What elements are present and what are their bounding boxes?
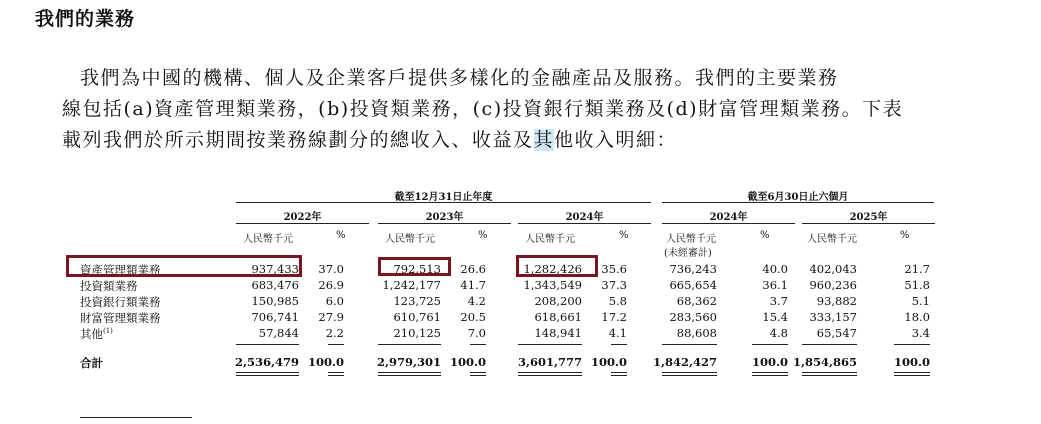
total-value-cell: 2,979,301 [376,355,441,369]
value-cell: 333,157 [809,310,857,324]
value-cell: 792,513 [393,262,441,276]
pct-cell: 15.4 [762,310,788,324]
highlight-box-2023-value [378,257,451,276]
value-cell: 123,725 [393,294,441,308]
total-double-rule [802,372,857,376]
total-pct-cell: 100.0 [751,355,788,369]
pct-cell: 3.7 [769,294,788,308]
pct-cell: 6.0 [325,294,344,308]
pct-cell: 37.0 [318,262,344,276]
pct-cell: 4.2 [467,294,486,308]
pct-cell: 26.9 [318,278,344,292]
subtotal-rule [611,344,627,345]
total-double-rule [611,372,627,376]
year-rule-2024 [518,223,651,224]
pct-cell: 35.6 [601,262,627,276]
value-cell: 706,741 [251,310,299,324]
total-double-rule [662,372,717,376]
value-cell: 402,043 [809,262,857,276]
total-label: 合計 [80,356,103,370]
subtotal-rule [328,344,344,345]
paragraph-line-3-b: 他收入明細： [554,129,678,151]
group-header-half: 截至6月30日止六個月 [747,192,849,203]
unit-label: 人民幣千元 [243,234,293,245]
total-value-cell: 2,536,479 [234,355,299,369]
section-heading: 我們的業務 [35,8,136,30]
paragraph-line-2: 線包括(a)資產管理類業務，(b)投資類業務，(c)投資銀行類業務及(d)財富管理類業務。下表 [62,98,904,120]
year-2022: 2022年 [283,212,322,223]
value-cell: 610,761 [393,310,441,324]
value-cell: 618,661 [534,310,582,324]
year-rule-2024-h1 [662,223,795,224]
value-cell: 736,243 [669,262,717,276]
total-pct-cell: 100.0 [449,355,486,369]
value-cell: 65,547 [816,326,857,340]
pct-cell: 2.2 [325,326,344,340]
pct-cell: 41.7 [460,278,486,292]
pct-label: % [619,230,629,241]
unit-label: 人民幣千元 [385,234,435,245]
value-cell: 93,882 [816,294,857,308]
value-cell: 1,343,549 [523,278,582,292]
value-cell: 1,282,426 [523,262,582,276]
highlighted-char[interactable]: 其 [533,129,555,151]
row-label: 其他$^{(1)}$ [80,327,113,341]
pct-cell: 27.9 [318,310,344,324]
total-double-rule [894,372,930,376]
total-double-rule [328,372,344,376]
total-pct-cell: 100.0 [893,355,930,369]
value-cell: 68,362 [676,294,717,308]
footnote-rule [80,417,192,418]
value-cell: 57,844 [258,326,299,340]
subtotal-rule [662,344,717,345]
unit-label: 人民幣千元 [666,234,716,245]
pct-label: % [760,230,770,241]
pct-cell: 17.2 [601,310,627,324]
pct-cell: 36.1 [762,278,788,292]
total-pct-cell: 100.0 [590,355,627,369]
subtotal-rule [894,344,930,345]
value-cell: 88,608 [676,326,717,340]
pct-cell: 21.7 [904,262,930,276]
row-label: 財富管理類業務 [80,311,161,325]
subtotal-rule [236,344,299,345]
total-pct-cell: 100.0 [307,355,344,369]
unaudited-label: (未經審計) [664,248,712,259]
pct-cell: 26.6 [460,262,486,276]
pct-cell: 37.3 [601,278,627,292]
value-cell: 1,242,177 [382,278,441,292]
total-value-cell: 1,842,427 [652,355,717,369]
value-cell: 210,125 [393,326,441,340]
year-rule-2023 [378,223,511,224]
subtotal-rule [802,344,857,345]
total-double-rule [236,372,299,376]
year-2024: 2024年 [565,212,604,223]
pct-cell: 3.4 [911,326,930,340]
pct-cell: 40.0 [762,262,788,276]
unit-label: 人民幣千元 [525,234,575,245]
value-cell: 150,985 [251,294,299,308]
year-2025-h1: 2025年 [849,212,888,223]
group-rule-half [662,202,934,203]
pct-label: % [478,230,488,241]
pct-cell: 5.1 [911,294,930,308]
pct-label: % [900,230,910,241]
year-2024-h1: 2024年 [709,212,748,223]
row-label: 投資銀行類業務 [80,295,161,309]
value-cell: 960,236 [809,278,857,292]
unit-label: 人民幣千元 [807,234,857,245]
total-value-cell: 3,601,777 [517,355,582,369]
value-cell: 683,476 [251,278,299,292]
pct-cell: 20.5 [460,310,486,324]
highlight-box-2024-value [516,255,598,277]
pct-cell: 5.8 [608,294,627,308]
total-value-cell: 1,854,865 [792,355,857,369]
value-cell: 208,200 [534,294,582,308]
pct-cell: 51.8 [904,278,930,292]
subtotal-rule [378,344,441,345]
value-cell: 148,941 [534,326,582,340]
paragraph-line-1: 我們為中國的機構、個人及企業客戶提供多樣化的金融產品及服務。我們的主要業務 [80,67,839,89]
value-cell: 937,433 [251,262,299,276]
pct-cell: 4.1 [608,326,627,340]
row-label: 資產管理類業務 [80,263,161,277]
subtotal-rule [752,344,788,345]
total-double-rule [378,372,441,376]
pct-label: % [336,230,346,241]
year-2023: 2023年 [425,212,464,223]
subtotal-rule [470,344,486,345]
value-cell: 283,560 [669,310,717,324]
paragraph-line-3-a: 載列我們於所示期間按業務線劃分的總收入、收益及 [62,129,534,151]
year-rule-2025-h1 [802,223,935,224]
footnote-marker: (1) [103,327,113,336]
total-double-rule [470,372,486,376]
group-rule-year [236,202,651,203]
total-double-rule [518,372,582,376]
row-label: 投資類業務 [80,279,138,293]
subtotal-rule [518,344,582,345]
group-header-year: 截至12月31日止年度 [394,192,493,203]
pct-cell: 4.8 [769,326,788,340]
highlight-box-row-label [66,255,302,277]
year-rule-2022 [236,223,369,224]
pct-cell: 18.0 [904,310,930,324]
pct-cell: 7.0 [467,326,486,340]
value-cell: 665,654 [669,278,717,292]
total-double-rule [752,372,788,376]
